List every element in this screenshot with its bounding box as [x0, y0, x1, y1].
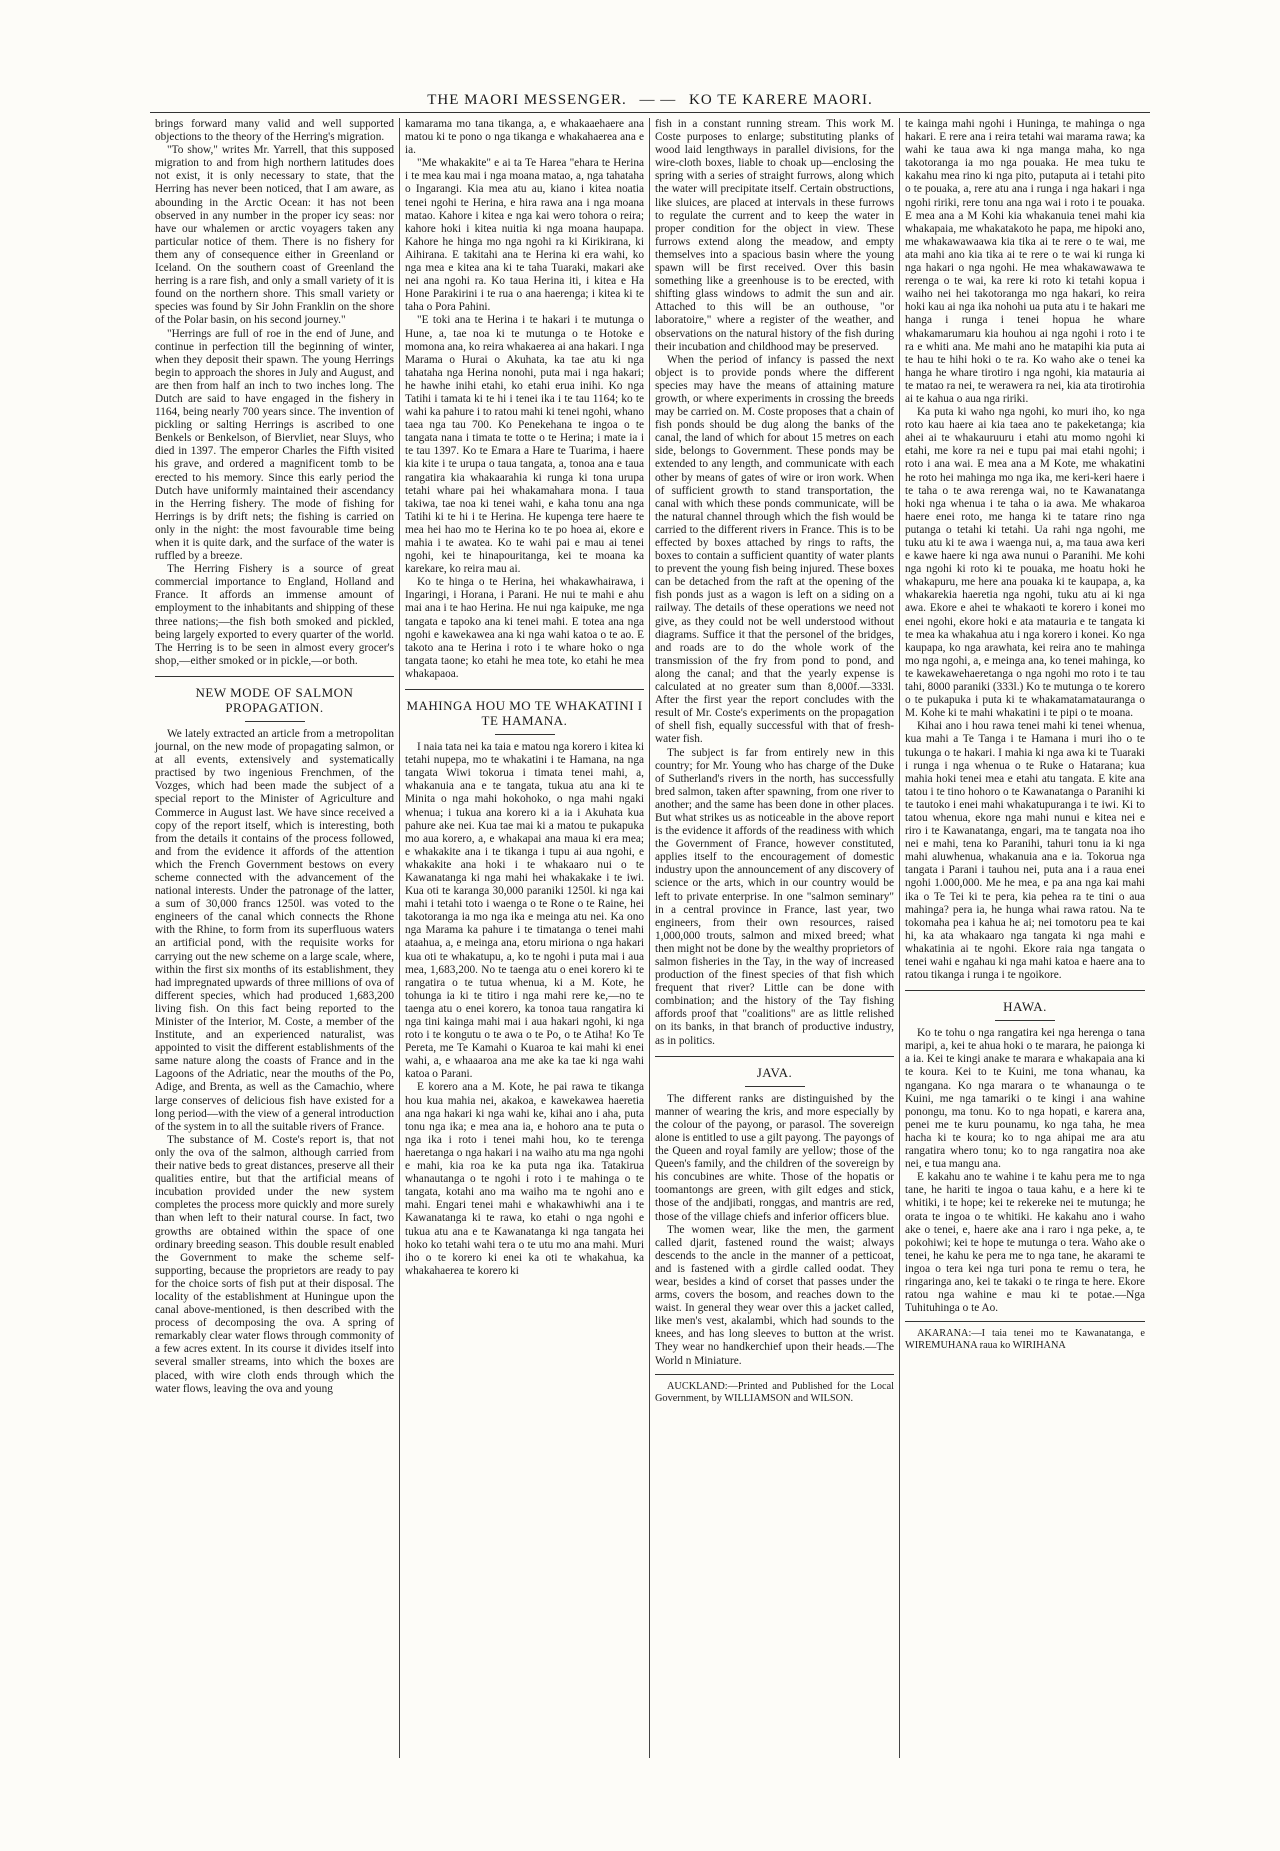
section-rule [155, 676, 394, 677]
imprint-english: AUCKLAND:—Printed and Published for the Local Government, by WILLIAMSON and WILSON. [655, 1380, 894, 1404]
heading-rule [745, 1086, 805, 1087]
paragraph: brings forward many valid and well supported objections to the theory of the Herring's migration. [155, 118, 394, 144]
paragraph: The subject is far from entirely new in this country; for Mr. Young who has charge of the Duke of Sutherland's rivers in the north, has successfully bred salmon, taken after spawning, from one river to another; and the same has been done in other places. But what strikes us as noticeable in the above report is the evidence it affords of the readiness with which the Government of France, however constituted, applies itself to the encouragement of domestic industry upon the announcement of any discovery of science or the arts, which in our country would be left to private enterprise. In one "salmon seminary" in a central province in France, last year, two engineers, from their own resources, raised 1,000,000 trouts, salmon and mixed breed; what then might not be done by the wealthy proprietors of salmon fisheries in the Tay, in the way of increased production of the finest species of that fish which frequent that river? Little can be done with combination; and the history of the Tay fishing affords proof that "coalitions" are as little relished on its banks, in that branch of productive industry, as in politics. [655, 746, 894, 1047]
masthead-rule [150, 112, 1150, 113]
paragraph: Kihai ano i hou rawa tenei mahi ki tenei whenua, kua mahi a Te Tanga i te Hamana i muri iho o te tukunga o te hakari. I mahia ki nga awa ki te Tuaraki i runga i nga whenua o te Ruke o Hatarana; kua mahia hoki tenei mea e etahi atu tangata. E kite ana tatou i te tino hohoro o te Kawanatanga o Paranihi ki te tautoko i enei mahi whakatupuranga i te iwi. Ki to tatou whenua, ekore nga mahi nunui e kitea nei e riro i te Kawanatanga, engari, ma te tangata noa iho nei e mahi, tena ko Paranihi, tahuri tonu ia ki nga mahi aluwhenua, whakanuia ana e ia. Tokorua nga tangata i Parani i tauhou nei, puta ana i a raua enei ngohi 1.000,000. Me he mea, e pa ana nga kai mahi ika o Te Tei ki te pera, kia pehea ra te tini o aua mahinga? pera ia, he hunga whai rawa ratou. Na te tokomaha pea i kahua he ai; nei tomotoru pea te kai hi, ka ata whakaaro nga tangata ki nga mahi e whakatinia ai te ngohi. Ekore raia nga tangata o tenei wahi e ngahau ki nga mahi katoa e haere ana to ratou tikanga i runga i te ngoikore. [905, 720, 1145, 982]
paragraph: Ko te hinga o te Herina, hei whakawhairawa, i Ingaringi, i Horana, i Parani. He nui te mahi e ahu mai ana i te hao Herina. He nui nga kaipuke, me nga tangata e tapoko ana ki tenei mahi. E totea ana nga ngohi e kawekawea ana ki nga wahi katoa o te ao. E takoto ana te Herina i roto i te whare hoko o nga tangata taone; ko etahi he mea tote, ko etahi he mea whakapaoa. [405, 576, 644, 680]
paragraph: The Herring Fishery is a source of great commercial importance to England, Holland and France. It affords an immense amount of employment to the inhabitants and shipping of these three nations;—the fish both smoked and pickled, being largely exported to every quarter of the world. The Herring is to be seen in almost every grocer's shop,—either smoked or in pickle,—or both. [155, 563, 394, 667]
paragraph: te kainga mahi ngohi i Huninga, te mahinga o nga hakari. E rere ana i reira tetahi wai marama rawa; ka wahi ke taua awa ki nga manga maha, ko nga takotoranga ia mo nga pouaka. He mea tuku te kakahu mea rino ki nga pito, putaputa ai i tetahi pito o te pouaka, a, rere atu ana i runga i nga hakari i nga ngohi ririki, rere tonu ana nga wai i roto i te pouaka. E mea ana a M Kohi kia whakanuia tenei mahi kia whakapaia, me whakatakoto he papa, me hipoki ano, me whakawawaawa kia tika ai te rere o te wai, me ata mahi ano kia tika ai te rere o te wai ki runga ki nga hakari o nga ngohi. He mea whakawawawa te rerenga o te wai, ka rere ki roto ki tetahi kopua i waiho nei hei takotoranga mo nga hakari, ko reira hoki kau ai nga ika nohohi ua puta atu i te hakari me hanga i runga i tenei hopua he whare whakamarumaru kia houhou ai nga ngohi i roto i te ra e whiti ana. Me mahi ano he matapihi kia puta ai te hau te hihi hoki o te ra. Ko waho ake o tenei ka hanga he whare tirotiro i nga ngohi, kia matauria ai te matao ra nei, te werawera ra nei, kia ata tirotirohia ai te kahua o aua nga ririki. [905, 118, 1145, 405]
heading-rule [995, 1020, 1055, 1021]
imprint-rule [655, 1374, 894, 1375]
paragraph: "To show," writes Mr. Yarrell, that this supposed migration to and from high northern latitudes does not exist, it is only necessary to state, that the Herring has never been noticed, that I am aware, as abounding in the Arctic Ocean: it has not been observed in any number in the proper icy seas: nor have our whalemen or arctic voyagers taken any particular notice of them. There is no fishery for them any of consequence either in Greenland or Iceland. On the southern coast of Greenland the herring is a rare fish, and only a small variety of it is found on the northern shore. This small variety or species was found by Sir John Franklin on the shore of the Polar basin, on his second journey." [155, 144, 394, 327]
imprint-maori: AKARANA:—I taia tenei mo te Kawanatanga, e WIREMUHANA raua ko WIRIHANA [905, 1328, 1145, 1352]
imprint-rule [905, 1321, 1145, 1322]
paragraph: E kakahu ano te wahine i te kahu pera me to nga tane, he hariti te ingoa o taua kahu, e a here ki te whitiki, i te hope; kei te rekereke nei te mutunga; he orata te ingoa o te whitiki. He kakahu ano i waho ake o tenei, e, haere ake ana i raro i nga peke, a, te pokohiwi; kei te hope te mutunga o tera. Waho ake o tenei, he kahu ke pera me to nga tane, he akarami te ingoa o tera kei nga turi pona te remu o tera, he ringaringa ano, kei te takaki o te ringa te here. Ekore ratou nga wahine e mau ki te potae.—Nga Tuhituhinga o te Ao. [905, 1171, 1145, 1315]
masthead-english: THE MAORI MESSENGER. [427, 92, 627, 108]
masthead [150, 92, 1150, 109]
paragraph: The different ranks are distinguished by the manner of wearing the kris, and more especially by the colour of the payong, or parasol. The sovereign alone is entitled to use a gilt payong. The payongs of the Queen and royal family are yellow; those of the Queen's family, and the children of the sovereign by his concubines are white. Those of the hopatis or toomantongs are green, with gilt edges and stick, those of the andjibati, ronggas, and mantris are red, those of the village chiefs and inferior officers blue. [655, 1092, 894, 1223]
column-1 [150, 118, 400, 1758]
heading-rule [245, 721, 305, 722]
paragraph: Ko te tohu o nga rangatira kei nga herenga o tana maripi, a, kei te ahua hoki o te marara, he paionga ki a ia. Kei te kingi anake te marara e whakapaia ana ki te koura. Kei to te Kuini, me tona whanau, ka ngangana. Ko nga marara o te whanaunga o te Kuini, me nga tamariki o te kingi i ana wahine ponongu, ma tonu. Ko to nga hopati, e karera ana, penei me te kuru pounamu, ko nga taha, he mea hacha ki te koura; ko to nga ahipai me ara atu rangatira whero tonu; ko to nga rangatira noa ake nei, e tua mangu ana. [905, 1027, 1145, 1171]
paragraph: When the period of infancy is passed the next object is to provide ponds where the different species may have the means of attaining mature growth, or where experiments in crossing the breeds may be carried on. M. Coste proposes that a chain of fish ponds should be dug along the banks of the canal, the land of which for about 15 metres on each side, belongs to Government. These ponds may be extended to any length, and communicate with each other by means of gates of wire or iron work. When of sufficient growth to stand transportation, the canal with which these ponds communicate, will be the natural channel through which the fish would be carried to the different rivers in France. This is to be effected by boxes attached by rings to rafts, the boxes to contain a sufficient quantity of water plants to prevent the young fish being injured. These boxes can be detached from the raft at the opening of the fish ponds just as a wagon is left on a siding on a railway. The details of these operations we need not give, as they could not be well understood without diagrams. Suffice it that the personel of the bridges, and roads are to do the whole work of the transmission of the fry from pond to pond, and along the canal; and that the yearly expense is calculated at no greater sum than 8,000f.—333l. After the first year the report concludes with the result of Mr. Coste's experiments on the propagation of shell fish, equally successful with that of fresh-water fish. [655, 353, 894, 746]
paragraph: "Herrings are full of roe in the end of June, and continue in perfection till the beginning of winter, when they deposit their spawn. The young Herrings begin to approach the shores in July and August, and are then from half an inch to two inches long. The Dutch are said to have engaged in the fishery in 1164, being nearly 700 years since. The invention of pickling or salting Herrings is ascribed to one Benkels or Benkelson, of Biervliet, near Sluys, who died in 1397. The emperor Charles the Fifth visited his grave, and ordered a magnificent tomb to be erected to his memory. Since this early period the Dutch have uniformly maintained their ascendancy in the Herring fishery. The mode of fishing for Herrings is by drift nets; the fishing is carried on only in the night: the most favourable time being when it is quite dark, and the surface of the water is ruffled by a breeze. [155, 327, 394, 563]
column-4 [900, 118, 1150, 1758]
columns [150, 118, 1150, 1758]
paragraph: Ka puta ki waho nga ngohi, ko muri iho, ko nga roto kau haere ai kia taea ano te pakeketanga; kia ahei ai te whakauruuru i etahi atu momo ngohi ki etahi, me kore ra nei e tupu pai mai etahi ngohi; i roto i ana wai. E mea ana a M Kote, me whakatini he roto hei mahinga mo nga ika, me keri-keri haere i te taha o te awa rerenga wai, no te Kawanatanga hoki nga whenua i te taha o ia awa. Me whakaroa haere enei roto, me hanga ki te tatare rino nga putanga o tetahi ki tetahi. Ua rahi nga ngohi, me tuku atu ki te awa i waenga nui, a, ma taua awa keri e kawe haere ki nga awa nunui o Paranihi. Me kohi nga ngohi ki roto ki te pouaka, me hoatu hoki he whakapuru, me here ana pouaka ki te kaupapa, a, ka whakarekia haeretia nga ngohi, tuku atu ai ki nga awa. Ekore e ahei te whakaoti te korero i konei mo enei ngohi, ekore hoki e ata matauria e te tangata ki te mea ka whakahua atu i nga korero i konei. Ko nga kaupapa, ko nga arawhata, kei reira ano te mahinga mo nga ngohi, a, e meinga ana, ko tenei mahinga, ko te kawekawehaeretanga o nga ngohi mo roto i te tau tahi, 8000 paraniki (333l.) Ko te mutunga o te korero o te pukapuka i puta ki te whakamatamatauranga o M. Kohe ki te mahi whakatini i te pipi o te moana. [905, 406, 1145, 720]
paragraph: "Me whakakite" e ai ta Te Harea "ehara te Herina i te mea kau mai i nga moana matao, a, nga tahataha o Ingarangi. Kia mea atu au, kiano i kitea noatia tenei ngohi te Herina, e hira rawa ana i nga moana matao. Kahore i kitea e nga kai wero tohora o reira; kahore hoki i kitea nuitia ki nga moana haupapa. Kahore he hinga mo nga ngohi ra ki Kirikirana, ki Aihirana. E takitahi ana te Herina ki era wahi, ko nga mea e kitea ana ki te taha Tuaraki, makari ake nei ana ngohi ra. Ko taua Herina iti, i kitea e Ha Hone Parakirini i te rua o ana haerenga; i kitea ki te taha o Pora Pahini. [405, 157, 644, 314]
heading-rule [495, 734, 555, 735]
section-rule [405, 689, 644, 690]
paragraph: We lately extracted an article from a metropolitan journal, on the new mode of propagating salmon, or at all events, extensively and systematically practised by two ingenious Frenchmen, of the Vozges, which had been made the subject of a special report to the Minister of Agriculture and Commerce in August last. We have since received a copy of the report itself, which is interesting, both from the details it contains of the process followed, and from the evidence it affords of the attention which the French Government bestows on every scheme connected with the advancement of the national interests. Under the patronage of the latter, a sum of 30,000 francs 1250l. was voted to the engineers of the canal which connects the Rhone with the Rhine, to form from its superfluous waters an artificial pond, with the requisite works for carrying out the new scheme on a large scale, where, within the first six months of its establishment, they had impregnated upwards of three millions of ova of different species, which had produced 1,683,200 living fish. On this fact being reported to the Minister of the Interior, M. Coste, a member of the Institute, and an experienced naturalist, was appointed to visit the different establishments of the same nature along the coasts of France and in the Lagoons of the Adriatic, near the mouths of the Po, Adige, and Brenta, as well as the Camachio, where large conserves of delicious fish have existed for a long period—with the view of a general introduction of the system in to all the suitable rivers of France. [155, 727, 394, 1133]
column-2 [400, 118, 650, 1758]
paragraph: "E toki ana te Herina i te hakari i te mutunga o Hune, a, tae noa ki te mutunga o te Hotoke e momona ana, ko reira whakaerea ai ana hakari. I nga Marama o Hurai o Akuhata, ka tae atu ki nga tahataha nga Herina nonohi, puta mai i nga hakari; he hawhe inihi etahi, ko etahi erua inihi. Ko nga Tatihi i tamata ki te hi i tenei ika i te tau 1164; ko te wahi ka pahure i to ratou mahi ki tenei ngohi, whano taea nga tau 700. Ko Penekehana te ingoa o te tangata nana i timata te totte o te Herina; i mate ia i te tau 1397. Ko te Emara a Hare te Tuarima, i haere kia kite i te urupa o taua tangata, a, tonoa ana e taua rangatira kia whakaarahia ki runga ki tona urupa tetahi whare pai hei whakamahara mona. I taua takiwa, tae noa ki tenei wahi, e kaha tonu ana nga Tatihi ki te hi i te Herina. He kupenga tere haere te mea hei hao mo te Herina ko te po hoea ai, ekore e mahia i te awatea. Ko te wahi pai e mau ai tenei ngohi, kei te hinapouritanga, kei te moana ka karekare, ko reira mau ai. [405, 314, 644, 576]
paragraph: The substance of M. Coste's report is, that not only the ova of the salmon, although carried from their native beds to great distances, preserve all their qualities entire, but that the artificial means of incubation provided under the new system completes the process more quickly and more surely than when left to their natural course. In fact, two growths are obtained within the space of one ordinary breeding season. This double result enabled the Government to make the scheme self-supporting, because the proprietors are ready to pay for the choice sorts of fish put at their disposal. The locality of the establishment at Huningue upon the canal above-mentioned, is then described with the process of decomposing the ova. A spring of remarkably clear water flows through commonity of a few acres extent. In its course it divides itself into several smaller streams, into which the boxes are placed, with wire cloth ends through which the water flows, leaving the ova and young [155, 1133, 394, 1395]
masthead-separator: — — [639, 92, 677, 108]
paragraph: I naia tata nei ka taia e matou nga korero i kitea ki tetahi nupepa, mo te whakatini i te Hamana, na nga tangata Wiwi tokorua i timata tenei mahi, a, whakanuia ana e te tangata, tukua atu ana ki te Minita o nga mahi hokohoko, o nga mahi ngaki whenua; i tukua ana korero ki a ia i Akuhata kua pahure ake nei. Kua tae mai ki a matou te pukapuka mo aua korero, a, e whakapai ana maua ki era mea; e whakakite ana i te tikanga i tupu ai aua ngohi, e whakakite ana hoki i te whakaaro nui o te Kawanatanga ki nga mahi hei whakakake i te iwi. Kua oti te karanga 30,000 paraniki 1250l. ki nga kai mahi i tetahi toto i waenga o te Rone o te Raine, hei takotoranga ia mo nga ika e meinga atu nei. Ka ono nga Marama ka pahure i te timatanga o tenei mahi ataahua, a, e meinga ana, etoru miriona o nga hakari kua oti te whakatupu, a, ko te ngohi i puta mai i aua mea, 1,683,200. No te taenga atu o enei korero ki te rangatira o te tutua whenua, ki a M. Kote, he tohunga ia ki te titiro i nga mahi rere ke,—no te taenga atu o enei korero, ka tonoa taua rangatira ki nga tini kainga mahi mai i aua hakari ngohi, ki nga roto i te kongutu o te awa o te Po, o te Atiha! Ko Te Pereta, me Te Kamahi o Kuaroa te kai mahi ki enei wahi, a, e whaaaroa ana me ake ka tae ki nga wahi katoa o Parani. [405, 741, 644, 1081]
article-heading-java: JAVA. [756, 1064, 793, 1080]
article-heading-salmon: NEW MODE OF SALMON PROPAGATION. [195, 684, 354, 715]
section-rule [655, 1056, 894, 1057]
section-rule [905, 990, 1145, 991]
paragraph: E korero ana a M. Kote, he pai rawa te tikanga hou kua mahia nei, akakoa, e kawekawea haeretia ana nga hakari ki nga wahi ke, kihai ano i aha, puta tonu nga ika; e mea ana ia, e hohoro ana te puta o nga ika i roto i tenei mahi hou, ko te terenga haeretanga o nga hakari i na waiho atu ma nga ngohi e mahi, kia roa ke ka puta nga ika. Tatakirua whanautanga o te ngohi i roto i te mahinga o te tangata, kotahi ano ma waiho ma te ngohi ano e mahi. Engari tenei mahi e whakawhiwhi ana i te Kawanatanga ki te rawa, ko etahi o nga ngohi e tukua atu ana e te Kawanatanga ki nga tangata hei hoko ko tetahi wahi tera o te utu mo ana mahi. Muri iho o te korero ki enei ka oti te whakahua, ka whakahaerea te korero ki [405, 1081, 644, 1277]
article-heading-hawa: HAWA. [1003, 999, 1047, 1015]
paragraph: fish in a constant running stream. This work M. Coste purposes to enlarge; substituting planks of wood laid lengthways in parallel divisions, for the wire-cloth boxes, liable to choak up—enclosing the spring with a series of straight furrows, along which the water will precipitate itself. Certain obstructions, like sluices, are placed at intervals in these furrows to regulate the current and to keep the water in proper condition for the object in view. These furrows extend along the meadow, and empty themselves into a spacious basin where the young spawn will be first received. Over this basin something like a greenhouse is to be erected, with shifting glass windows to admit the sun and air. Attached to this will be an outhouse, "or laboratoire," where a register of the weather, and observations on the natural history of the fish during their incubation and childhood may be preserved. [655, 118, 894, 353]
column-3 [650, 118, 900, 1758]
article-heading-hamana: MAHINGA HOU MO TE WHAKATINI I TE HAMANA. [406, 698, 643, 729]
paragraph: The women wear, like the men, the garment called djarit, fastened round the waist; always descends to the ancle in the manner of a petticoat, and is fastened with a girdle called oodat. They wear, besides a kind of corset that passes under the arms, covers the bosom, and reaches down to the waist. In general they wear over this a jacket called, like men's vest, akalambi, which had sounds to the knees, and has long sleeves to button at the wrist. They wear no handkerchief upon their heads.—The World n Miniature. [655, 1223, 894, 1367]
paragraph: kamarama mo tana tikanga, a, e whakaaehaere ana matou ki te pono o nga tikanga e whakahaerea ana e ia. [405, 118, 644, 157]
masthead-maori: KO TE KARERE MAORI. [689, 92, 873, 108]
